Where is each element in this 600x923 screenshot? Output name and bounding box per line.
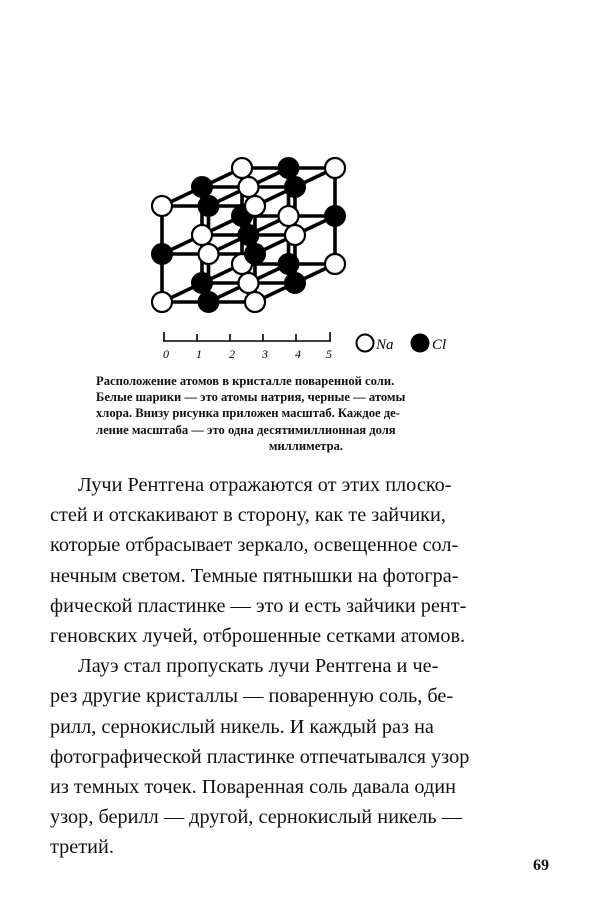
text-line: которые отбрасывает зеркало, освещенное сол- bbox=[50, 534, 459, 557]
paragraph bbox=[50, 470, 556, 651]
caption-line: миллиметра. bbox=[268, 438, 344, 453]
chlorine-atom bbox=[245, 244, 266, 265]
sodium-atom bbox=[152, 292, 172, 312]
text-line: рилл, сернокислый никель. И каждый раз на bbox=[50, 715, 434, 738]
sodium-atom bbox=[325, 158, 345, 178]
text-line: узор, берилл — другой, сернокислый никель — bbox=[50, 806, 462, 829]
sodium-atom bbox=[239, 273, 259, 293]
caption-line: хлора. Внизу рисунка приложен масштаб. Каждое де- bbox=[96, 406, 400, 421]
chlorine-atom bbox=[198, 196, 219, 217]
caption-line: Белые шарики — это атомы натрия, черные — атомы bbox=[96, 390, 406, 405]
sodium-atom bbox=[325, 254, 345, 274]
na-legend-label: Na bbox=[376, 337, 394, 353]
chlorine-atom bbox=[198, 292, 219, 313]
chlorine-atom bbox=[192, 273, 213, 294]
page-number: 69 bbox=[533, 857, 549, 874]
chlorine-atom bbox=[152, 244, 173, 265]
text-line: Лауэ стал пропускать лучи Рентгена и че- bbox=[78, 655, 439, 678]
scale-tick-label: 0 bbox=[163, 347, 169, 361]
chlorine-atom bbox=[192, 177, 213, 198]
text-line: рез другие кристаллы — поваренную соль, бе- bbox=[50, 685, 454, 708]
caption-line: ление масштаба — это одна десятимиллионная доля bbox=[96, 422, 396, 437]
paragraph bbox=[50, 651, 556, 862]
scale-bar bbox=[163, 332, 332, 361]
caption-line: Расположение атомов в кристалле поваренной соли. bbox=[96, 374, 395, 388]
text-line: фической пластинке — это и есть зайчики рент- bbox=[50, 594, 467, 617]
nacl-lattice-diagram bbox=[0, 0, 600, 370]
chlorine-atom bbox=[285, 273, 306, 294]
sodium-atom bbox=[245, 196, 265, 216]
atom-legend bbox=[357, 334, 447, 354]
chlorine-atom bbox=[238, 225, 259, 246]
cl-legend-label: Cl bbox=[432, 337, 447, 353]
na-legend-marker bbox=[357, 335, 374, 352]
chlorine-atom bbox=[278, 158, 299, 179]
sodium-atom bbox=[245, 292, 265, 312]
text-line: третий. bbox=[50, 836, 114, 859]
sodium-atom bbox=[232, 158, 252, 178]
scale-tick-label: 1 bbox=[196, 347, 202, 361]
scale-tick-label: 4 bbox=[295, 347, 301, 361]
sodium-atom bbox=[279, 206, 299, 226]
sodium-atom bbox=[285, 225, 305, 245]
body-text bbox=[50, 470, 556, 863]
crystal-figure bbox=[0, 0, 600, 370]
chlorine-atom bbox=[325, 206, 346, 227]
sodium-atom bbox=[239, 177, 259, 197]
sodium-atom bbox=[152, 196, 172, 216]
text-line: фотографической пластинке отпечатывался узор bbox=[50, 745, 470, 768]
text-line: геновских лучей, отброшенные сетками атомов. bbox=[50, 625, 466, 648]
text-line: из темных точек. Поваренная соль давала один bbox=[50, 776, 456, 799]
figure-caption bbox=[96, 373, 516, 454]
sodium-atom bbox=[192, 225, 212, 245]
text-line: нечным светом. Темные пятнышки на фотогра- bbox=[50, 564, 459, 587]
cl-legend-marker bbox=[411, 334, 430, 353]
scale-tick-label: 2 bbox=[229, 347, 235, 361]
sodium-atom bbox=[199, 244, 219, 264]
scale-tick-label: 5 bbox=[326, 347, 332, 361]
text-line: стей и отскакивают в сторону, как те зайчики, bbox=[50, 504, 446, 527]
chlorine-atom bbox=[285, 177, 306, 198]
lattice-atoms bbox=[152, 158, 346, 313]
chlorine-atom bbox=[278, 254, 299, 275]
text-line: Лучи Рентгена отражаются от этих плоско- bbox=[78, 474, 452, 496]
scale-tick-label: 3 bbox=[262, 347, 268, 361]
